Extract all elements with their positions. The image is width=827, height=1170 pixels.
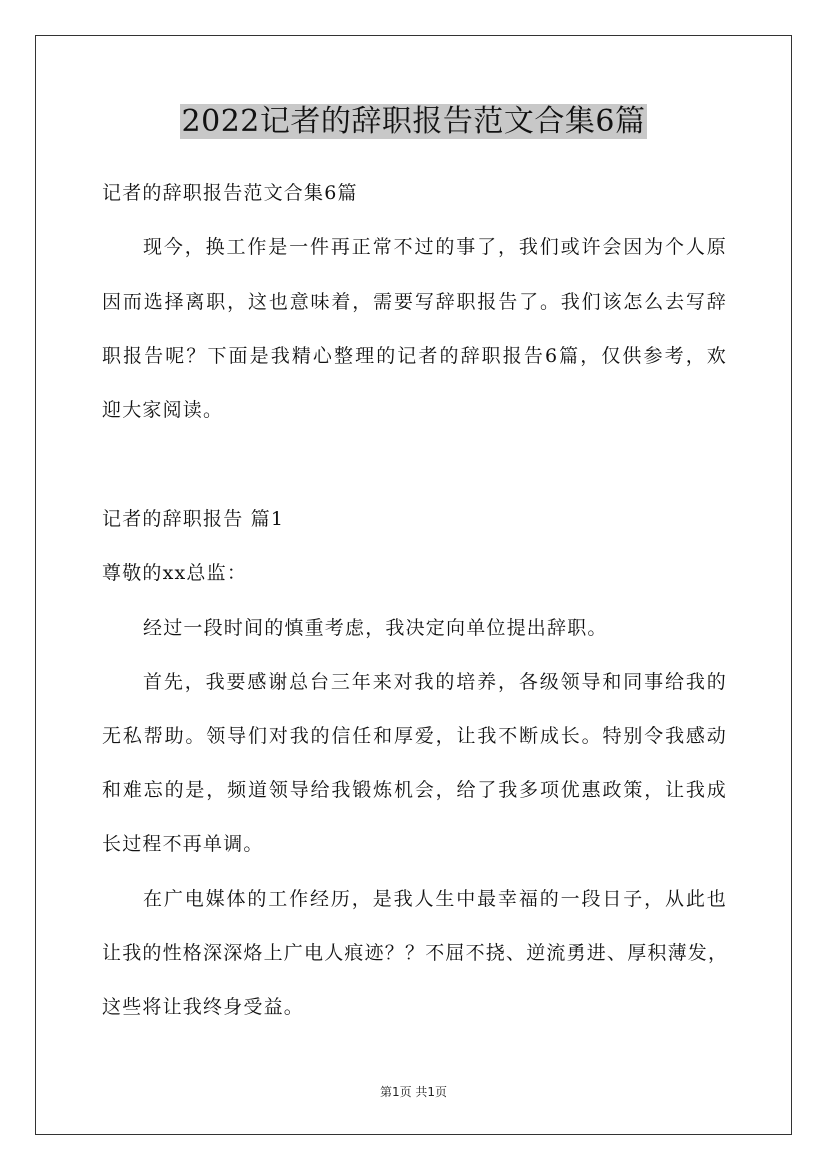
paragraph-line: 经过一段时间的慎重考虑，我决定向单位提出辞职。: [143, 617, 608, 639]
document-title-text: 2022记者的辞职报告范文合集6篇: [181, 104, 646, 139]
section-heading: 记者的辞职报告 篇1: [102, 508, 285, 530]
paragraph-line: 和难忘的是，频道领导给我锻炼机会，给了我多项优惠政策，让我成: [102, 779, 727, 801]
paragraph-line: 首先，我要感谢总台三年来对我的培养，各级领导和同事给我的: [143, 671, 727, 693]
paragraph-line: 让我的性格深深烙上广电人痕迹？？不屈不挠、逆流勇进、厚积薄发，: [102, 942, 729, 964]
paragraph-line: 长过程不再单调。: [102, 833, 264, 855]
intro-line: 因而选择离职，这也意味着，需要写辞职报告了。我们该怎么去写辞: [102, 291, 727, 313]
paragraph-line: 这些将让我终身受益。: [102, 996, 305, 1018]
salutation: 尊敬的xx总监：: [102, 562, 248, 584]
paragraph-line: 在广电媒体的工作经历，是我人生中最幸福的一段日子，从此也: [143, 888, 727, 910]
document-title: [0, 102, 827, 142]
document-subtitle: 记者的辞职报告范文合集6篇: [102, 182, 358, 204]
intro-line: 迎大家阅读。: [102, 399, 224, 421]
paragraph-line: 无私帮助。领导们对我的信任和厚爱，让我不断成长。特别令我感动: [102, 725, 727, 747]
page-footer: 第1页 共1页: [379, 1085, 448, 1099]
intro-line: 职报告呢？下面是我精心整理的记者的辞职报告6篇，仅供参考，欢: [102, 345, 727, 367]
intro-line: 现今，换工作是一件再正常不过的事了，我们或许会因为个人原: [143, 236, 727, 258]
